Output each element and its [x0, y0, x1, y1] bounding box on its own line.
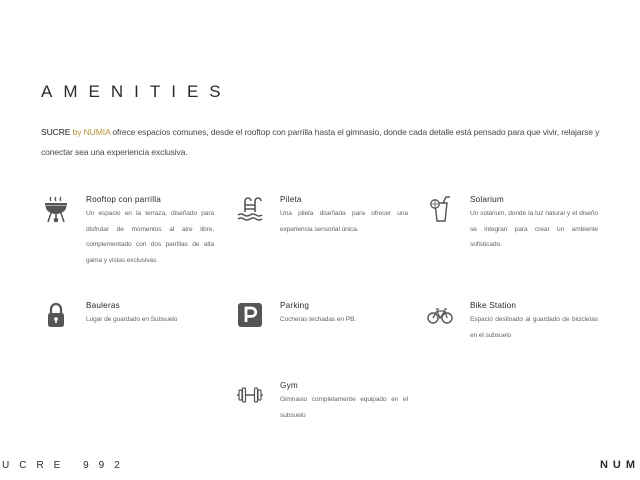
dumbbell-icon — [236, 381, 264, 409]
amenity-name: Solarium — [470, 195, 504, 204]
grill-icon — [42, 195, 70, 223]
amenity-description: Gimnasio completamente equipado en el subsuelo — [280, 396, 408, 419]
amenity-description: Espacio destinado al guardado de bicicletas en el subsuelo — [470, 316, 598, 339]
amenity-description: Un solárium, donde la luz natural y el diseño se integran para crear un ambiente sofisticado. — [470, 210, 598, 248]
page-title: AMENITIES — [41, 82, 232, 101]
intro-brand: SUCRE — [41, 127, 71, 137]
amenity-name: Pileta — [280, 195, 302, 204]
amenity-name: Bauleras — [86, 301, 120, 310]
amenity-name: Rooftop con parrilla — [86, 195, 161, 204]
footer-project-name: UCRE 992 — [2, 460, 130, 471]
amenity-name: Gym — [280, 381, 298, 390]
intro-by-brand: by NUMIA — [72, 127, 111, 137]
padlock-icon — [42, 301, 70, 329]
amenity-description: Lugar de guardado en Subsuelo — [86, 316, 178, 323]
drink-icon — [426, 195, 454, 223]
amenity-description: Cocheras techadas en PB. — [280, 316, 357, 323]
amenity-description: Una pileta diseñada para ofrecer una experiencia sensorial única. — [280, 210, 408, 233]
pool-ladder-icon — [236, 195, 264, 223]
amenity-description: Un espacio en la terraza, diseñado para disfrutar de momentos al aire libre, complementado con dos parrillas de alta gama y vistas exclusivas. — [86, 210, 214, 264]
intro-text: ofrece espacios comunes, desde el rooftop con parrilla hasta el gimnasio, donde cada detalle está pensado para que vivir, relajarse y conectar sea una experiencia exclusiva. — [41, 127, 600, 157]
footer-logo: NUM — [599, 459, 640, 471]
parking-icon — [236, 301, 264, 329]
amenity-name: Parking — [280, 301, 310, 310]
bicycle-icon — [426, 301, 454, 329]
amenity-name: Bike Station — [470, 301, 517, 310]
intro-paragraph — [41, 122, 611, 162]
